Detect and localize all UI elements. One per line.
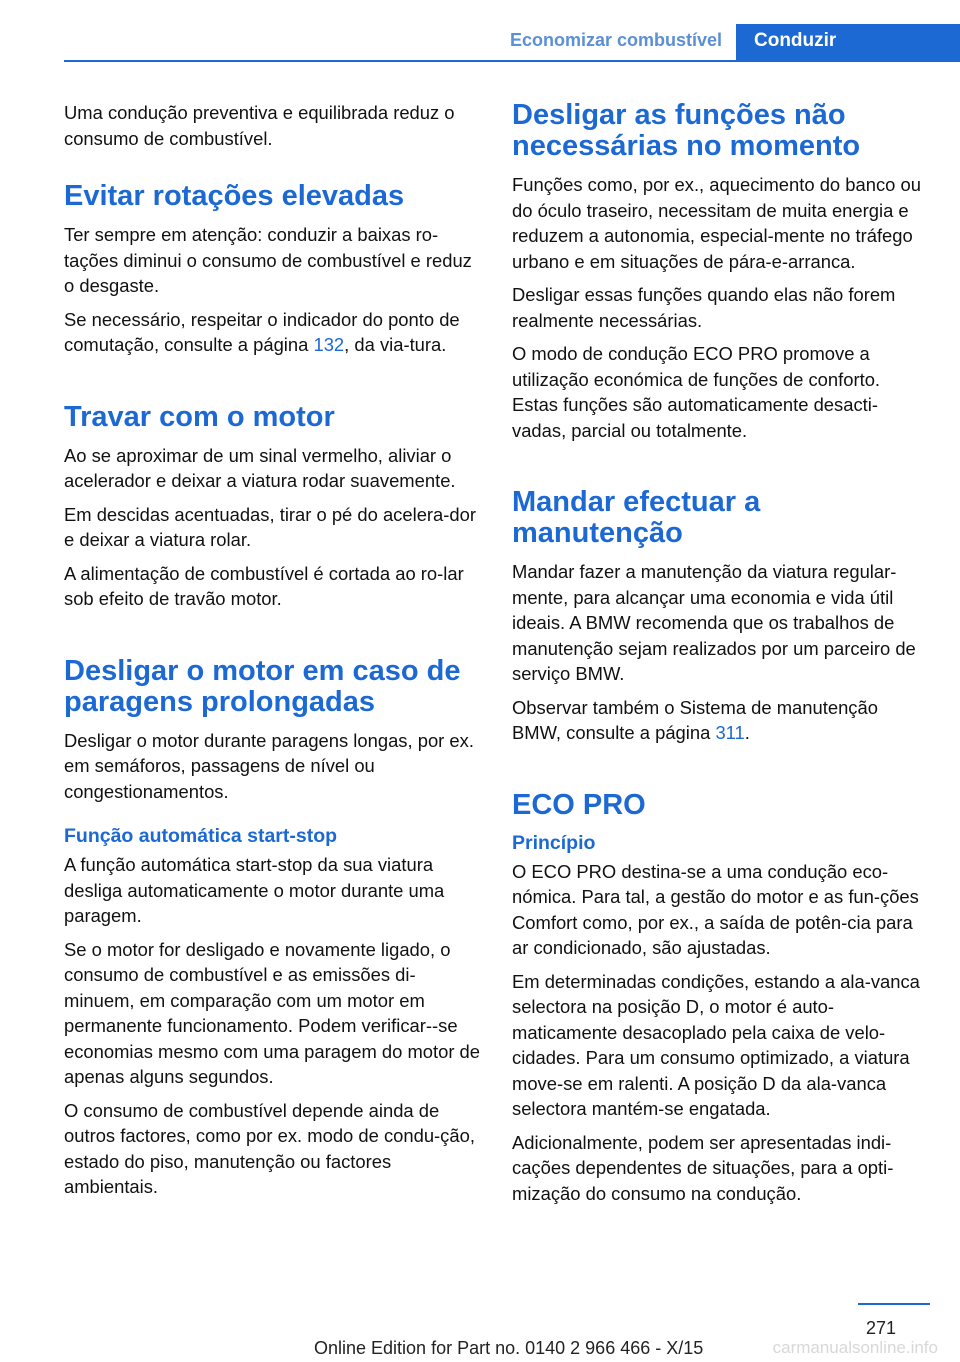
heading-avoid-high-rpm: Evitar rotações elevadas [64,180,405,212]
left-column [64,100,482,1208]
heading-maintenance: Mandar efectuar a manutenção [512,486,761,549]
heading-engine-braking: Travar com o motor [64,400,335,433]
paragraph-text: , da via-tura. [344,334,447,355]
heading-switch-off-functions: Desligar as funções não necessárias no momento [512,99,861,162]
paragraph: Se o motor for desligado e novamente ligado, o consumo de combustível e as emissões di-minuem, em comparação com um motor em permanente funcionamento. Podem verificar--se economias mesmo com uma paragem do motor de apenas alguns segundos. [64,938,481,1087]
paragraph: O modo de condução ECO PRO promove a utilização económica de funções de conforto. Estas funções são automaticamente desacti-vadas, parcial ou totalmente. [512,343,881,441]
footer-divider [858,1303,930,1305]
paragraph: Em descidas acentuadas, tirar o pé do acelera-dor e deixar a viatura rolar. [64,503,476,550]
header-chapter-tab: Conduzir [736,24,960,62]
paragraph-text: . [744,722,750,743]
paragraph: O ECO PRO destina-se a uma condução eco-nómica. Para tal, a gestão do motor e as fun-ções Comfort como, por ex., a saída de potên-cia para ar condicionado, são ajustadas. [512,860,919,958]
heading-eco-pro: ECO PRO [512,788,646,821]
header-section-title: Economizar combustível [509,30,722,50]
page-link-132[interactable]: 132 [313,334,345,355]
paragraph: Ter sempre em atenção: conduzir a baixas ro-tações diminui o consumo de combustível e reduz o desgaste. [64,224,472,296]
paragraph: Funções como, por ex., aquecimento do banco ou do óculo traseiro, necessitam de muita energia e reduzem a autonomia, especial-mente no tráfego urbano e em situações de pára-e-arranca. [512,174,921,272]
paragraph-text: Observar também o Sistema de manutenção BMW, consulte a página [512,696,878,743]
paragraph: A alimentação de combustível é cortada ao ro-lar sob efeito de travão motor. [64,562,464,609]
footer-edition: Online Edition for Part no. 0140 2 966 466 - X/15 [314,1338,704,1358]
page-link-311[interactable]: 311 [715,722,745,743]
right-column [512,100,930,1214]
paragraph-text: Se necessário, respeitar o indicador do ponto de comutação, consulte a página [64,308,460,355]
paragraph: Desligar o motor durante paragens longas, por ex. em semáforos, passagens de nível ou congestionamentos. [64,729,474,802]
heading-switch-off-engine: Desligar o motor em caso de paragens prolongadas [64,654,461,718]
intro-paragraph: Uma condução preventiva e equilibrada reduz o consumo de combustível. [64,102,455,149]
subheading-auto-start-stop: Função automática start-stop [64,825,338,847]
paragraph: Adicionalmente, podem ser apresentadas indi-cações dependentes de situações, para a opti-mização do consumo na condução. [512,1131,894,1204]
paragraph: Mandar fazer a manutenção da viatura regular-mente, para alcançar uma economia e vida útil ideais. A BMW recomenda que os trabalhos de manutenção sejam realizados por um parceiro de serviço BMW. [512,561,916,684]
paragraph [512,695,930,746]
page-number: 271 [865,1318,896,1338]
paragraph [64,307,482,358]
paragraph: Em determinadas condições, estando a ala-vanca selectora na posição D, o motor é auto-maticamente desacoplado pela caixa de velo-cidades. Para um consumo optimizado, a viatura move-se em ralenti. A posição D da ala-vanca selectora mantém-se engatada. [512,970,920,1119]
paragraph: Desligar essas funções quando elas não forem realmente necessárias. [512,284,896,331]
paragraph: O consumo de combustível depende ainda de outros factores, como por ex. modo de condu-ção, estado do piso, manutenção ou factores ambientais. [64,1099,475,1197]
subheading-principle: Princípio [512,831,596,854]
paragraph: Ao se aproximar de um sinal vermelho, aliviar o acelerador e deixar a viatura rodar suavemente. [64,444,456,491]
page-header [0,0,960,62]
footer-watermark: carmanualsonline.info [772,1338,938,1357]
header-divider [64,60,960,62]
paragraph: A função automática start-stop da sua viatura desliga automaticamente o motor durante uma paragem. [64,854,445,926]
